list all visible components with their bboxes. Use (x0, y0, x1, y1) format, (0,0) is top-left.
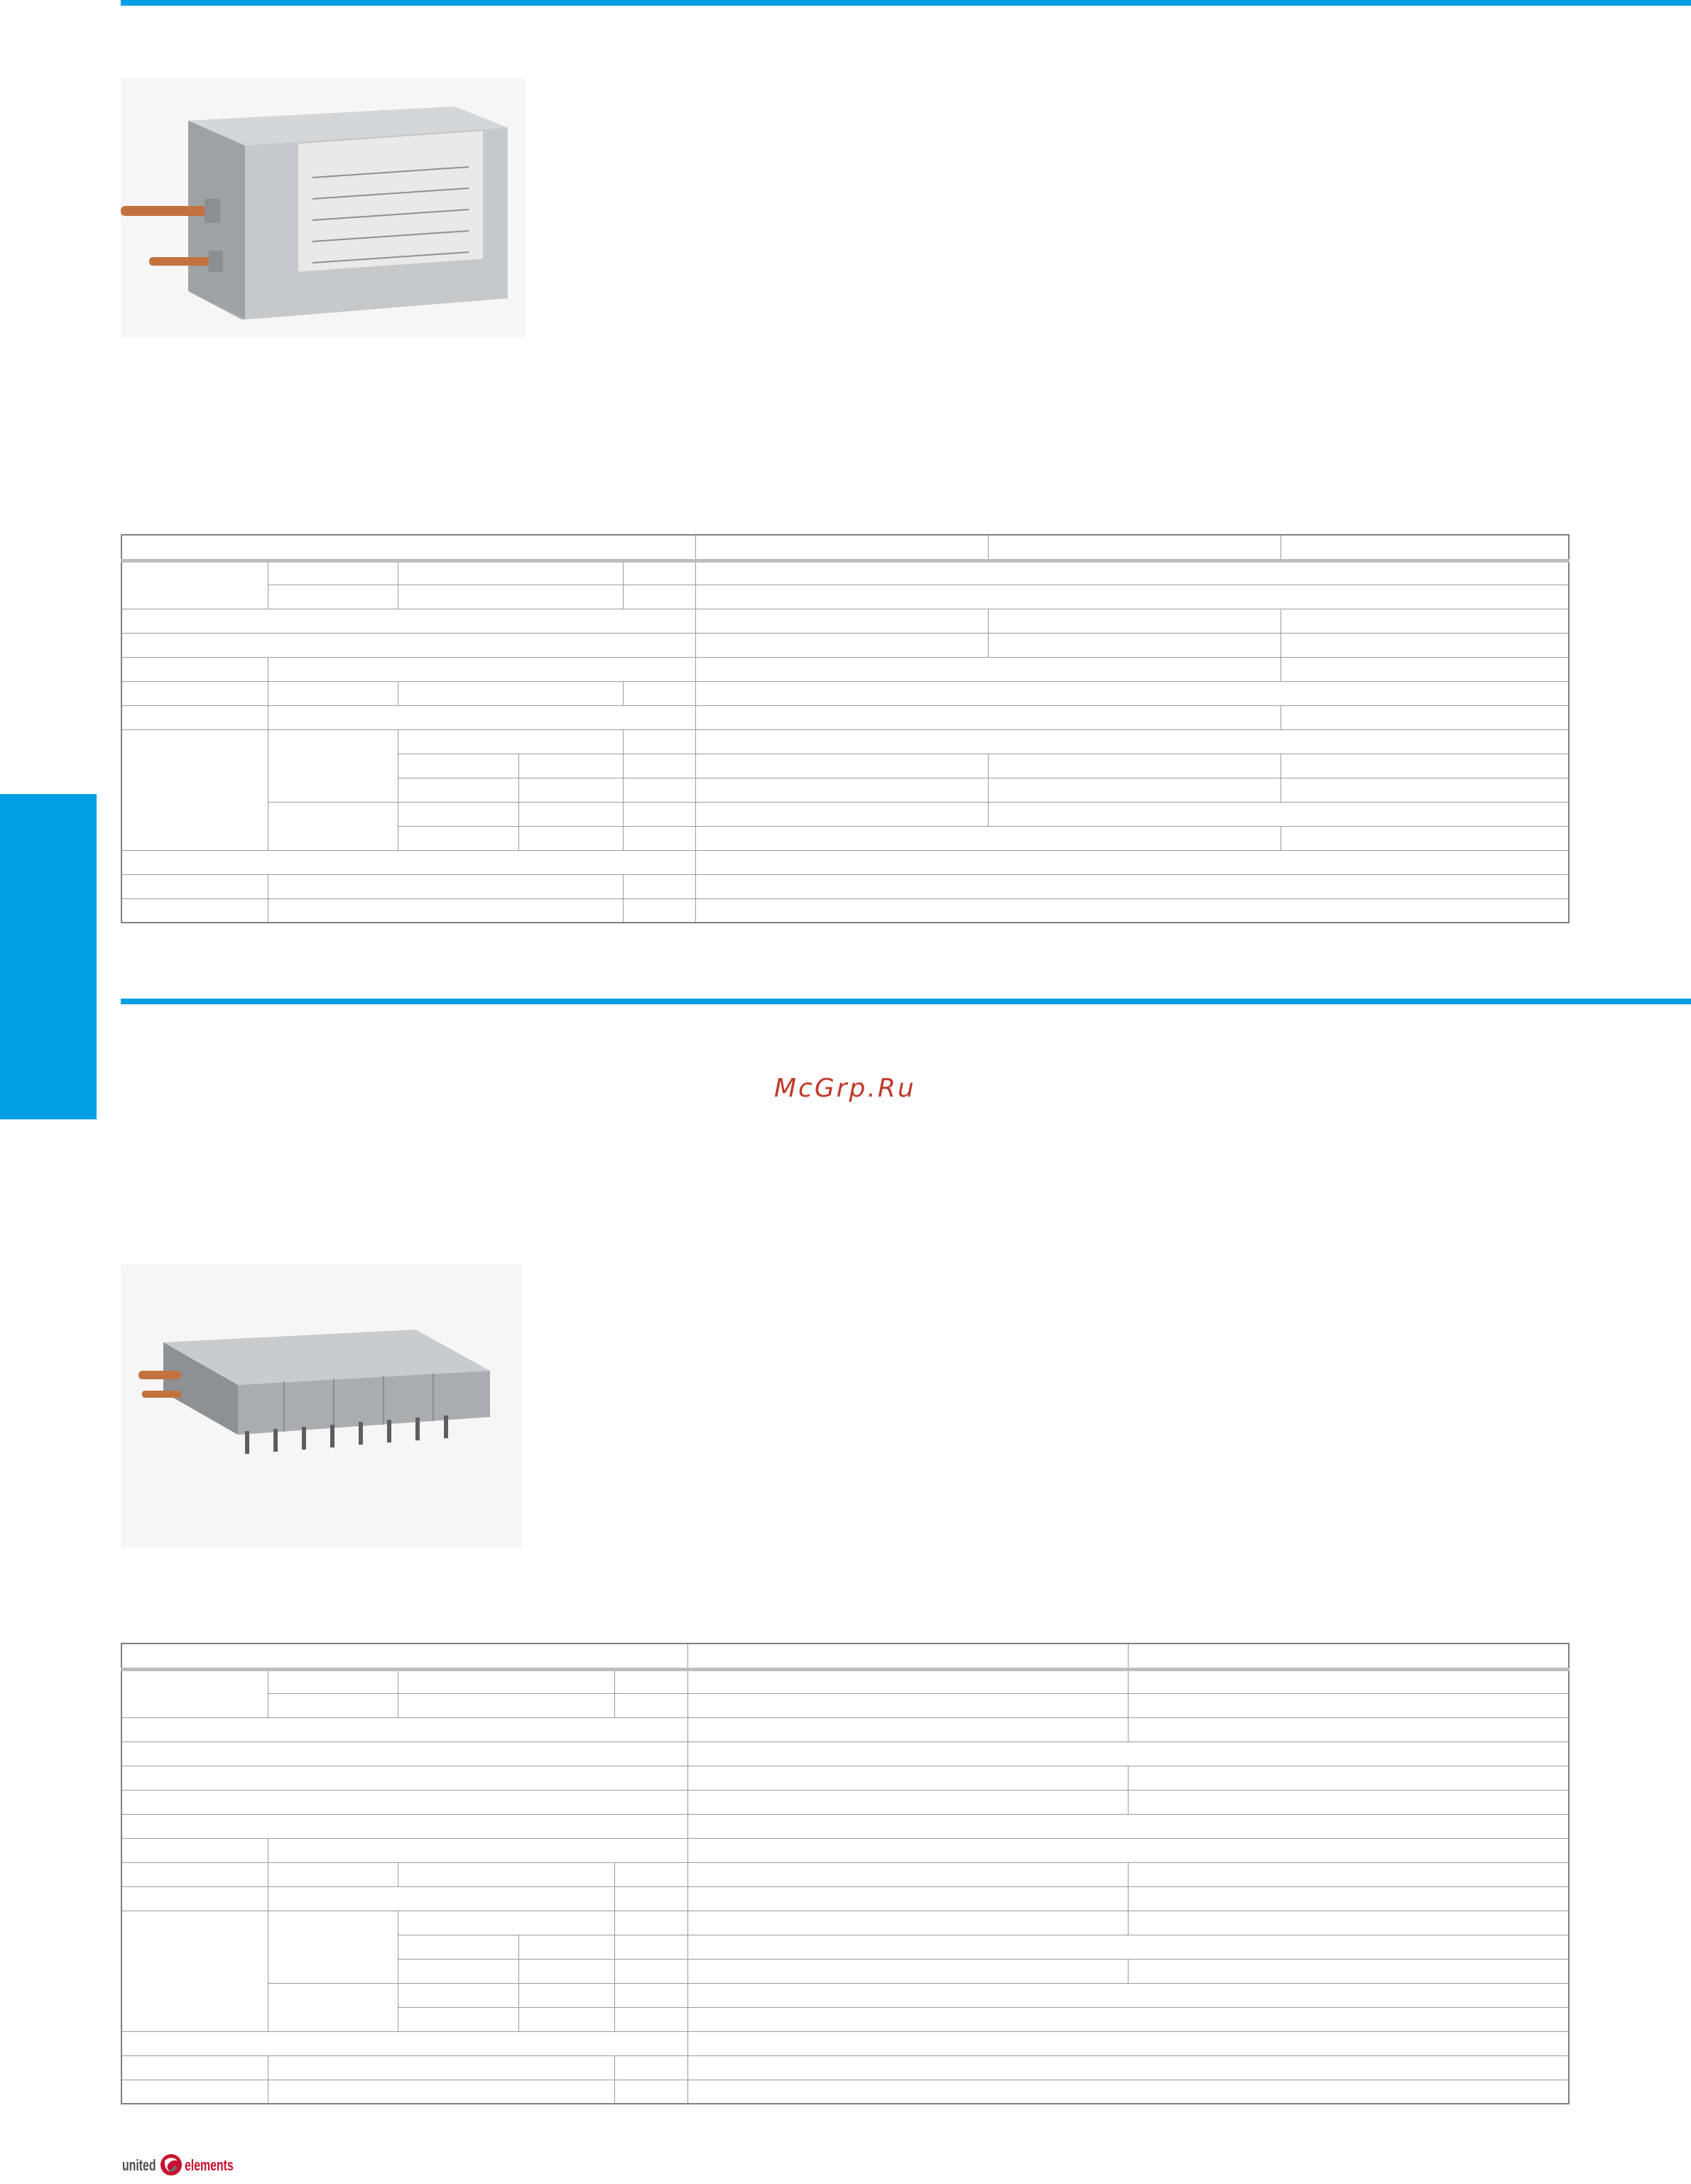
united-elements-logo (122, 2152, 243, 2179)
spec-table-2 (121, 1643, 1570, 2104)
distribution-box-photo (121, 1264, 522, 1548)
watermark-text: McGrp.Ru (774, 1074, 916, 1103)
logo-word-united: united (122, 2156, 156, 2174)
top-accent-rule (121, 0, 1691, 6)
branch-box-illustration (121, 78, 526, 337)
side-section-tab (0, 794, 97, 1119)
distribution-box-illustration (121, 1264, 522, 1548)
spec-table-1 (121, 534, 1570, 923)
section-divider-rule (121, 999, 1691, 1004)
logo-word-elements: elements (185, 2156, 234, 2174)
branch-box-photo (121, 78, 526, 337)
swirl-logo-icon (159, 2152, 183, 2178)
